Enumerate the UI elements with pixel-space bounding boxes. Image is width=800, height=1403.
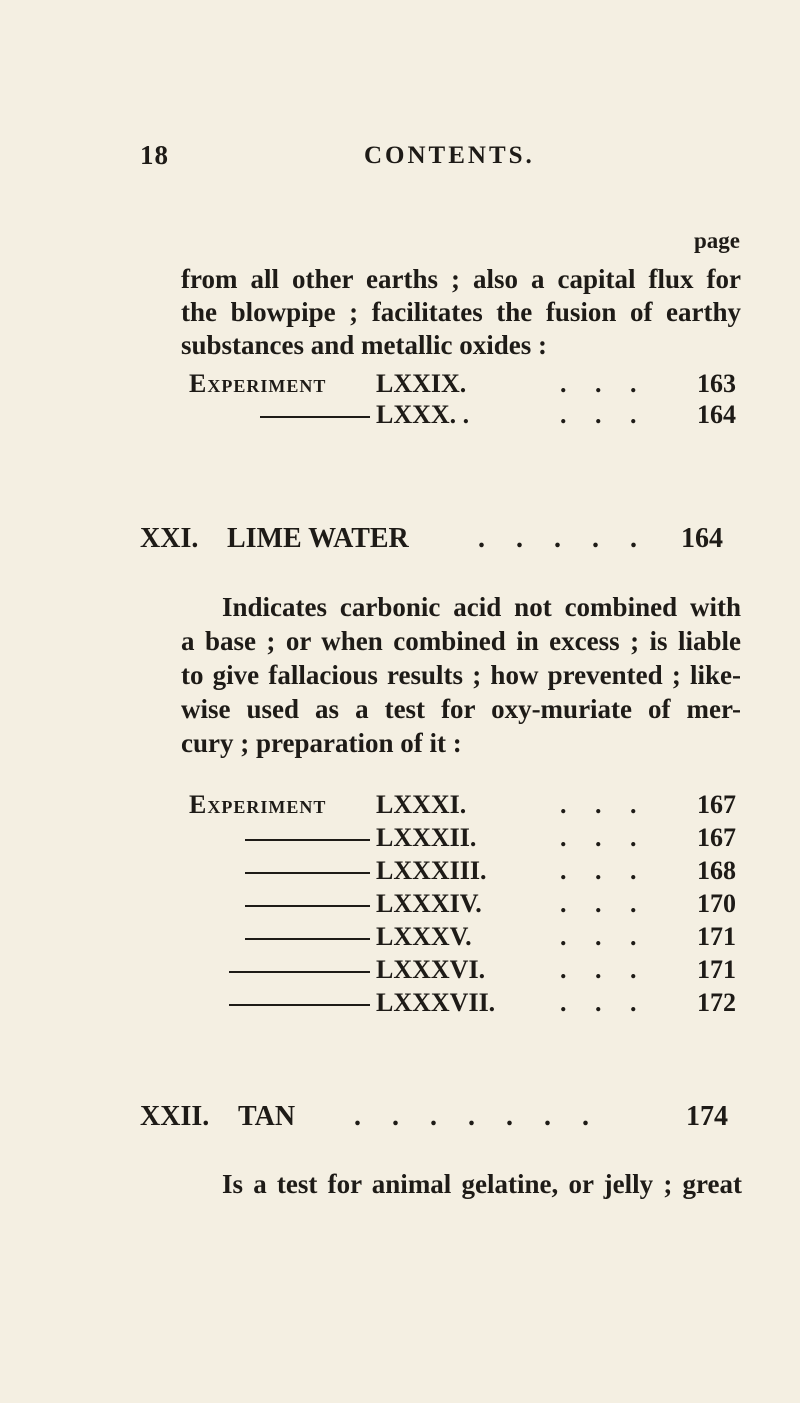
dot-leaders: . . . . . . . [354, 1101, 601, 1132]
experiment-number: LXXXV. [376, 922, 472, 951]
text-line: substances and metallic oxides : [181, 330, 548, 360]
dot-leaders: . . . [560, 400, 648, 429]
dot-leaders: . . . [560, 856, 648, 885]
text-line: to give fallacious results ; how prevented ; like- [181, 660, 741, 690]
text-line: Indicates carbonic acid not combined with [222, 592, 741, 622]
dot-leaders: . . . [560, 369, 648, 398]
ditto-rule [245, 839, 370, 841]
entry-page-number: 167 [697, 790, 736, 819]
experiment-entry [0, 922, 800, 956]
experiment-entry [0, 369, 800, 403]
ditto-rule [245, 872, 370, 874]
dot-leaders: . . . [560, 955, 648, 984]
entry-page-number: 168 [697, 856, 736, 885]
experiment-label: Experiment [189, 790, 327, 819]
page-number: 18 [140, 140, 169, 170]
text-line: Is a test for animal gelatine, or jelly ; great [222, 1169, 742, 1199]
ditto-rule [229, 1004, 370, 1006]
experiment-entry [0, 955, 800, 989]
experiment-number: LXXXII. [376, 823, 477, 852]
experiment-number: LXXXIII. [376, 856, 487, 885]
experiment-entry [0, 856, 800, 890]
dot-leaders: . . . [560, 823, 648, 852]
experiment-number: LXXX. . [376, 400, 470, 429]
experiment-entry [0, 889, 800, 923]
dot-leaders: . . . . . [478, 523, 649, 554]
experiment-entry [0, 400, 800, 434]
text-line: the blowpipe ; facilitates the fusion of earthy [181, 297, 741, 327]
ditto-rule [260, 416, 370, 418]
text-line: from all other earths ; also a capital flux for [181, 264, 741, 294]
experiment-label: Experiment [189, 369, 327, 398]
entry-page-number: 172 [697, 988, 736, 1017]
continuation-paragraph [181, 263, 741, 362]
experiment-number: LXXXVII. [376, 988, 496, 1017]
experiment-entry [0, 790, 800, 824]
entry-page-number: 163 [697, 369, 736, 398]
section-heading [0, 1101, 800, 1137]
text-line: a base ; or when combined in excess ; is liable [181, 626, 741, 656]
section-title: LIME WATER [227, 523, 409, 554]
section-description [181, 590, 741, 760]
entry-page-number: 164 [681, 523, 723, 554]
entry-page-number: 167 [697, 823, 736, 852]
dot-leaders: . . . [560, 988, 648, 1017]
text-line: cury ; preparation of it : [181, 728, 462, 758]
experiment-number: LXXIX. [376, 369, 467, 398]
experiment-number: LXXXVI. [376, 955, 486, 984]
entry-page-number: 170 [697, 889, 736, 918]
experiment-entry [0, 823, 800, 857]
dot-leaders: . . . [560, 922, 648, 951]
experiment-number: LXXXIV. [376, 889, 482, 918]
section-heading [0, 523, 800, 559]
dot-leaders: . . . [560, 790, 648, 819]
ditto-rule [245, 905, 370, 907]
text-line: wise used as a test for oxy-muriate of mer- [181, 694, 741, 724]
experiment-entry [0, 988, 800, 1022]
page-column-label: page [694, 228, 740, 253]
ditto-rule [229, 971, 370, 973]
dot-leaders: . . . [560, 889, 648, 918]
section-description [222, 1167, 742, 1201]
entry-page-number: 174 [686, 1101, 728, 1132]
section-number: XXI. [140, 523, 199, 554]
entry-page-number: 171 [697, 922, 736, 951]
ditto-rule [245, 938, 370, 940]
entry-page-number: 171 [697, 955, 736, 984]
section-number: XXII. [140, 1101, 210, 1132]
running-head: CONTENTS. [364, 142, 535, 169]
section-title: TAN [238, 1101, 296, 1132]
experiment-number: LXXXI. [376, 790, 467, 819]
entry-page-number: 164 [697, 400, 736, 429]
